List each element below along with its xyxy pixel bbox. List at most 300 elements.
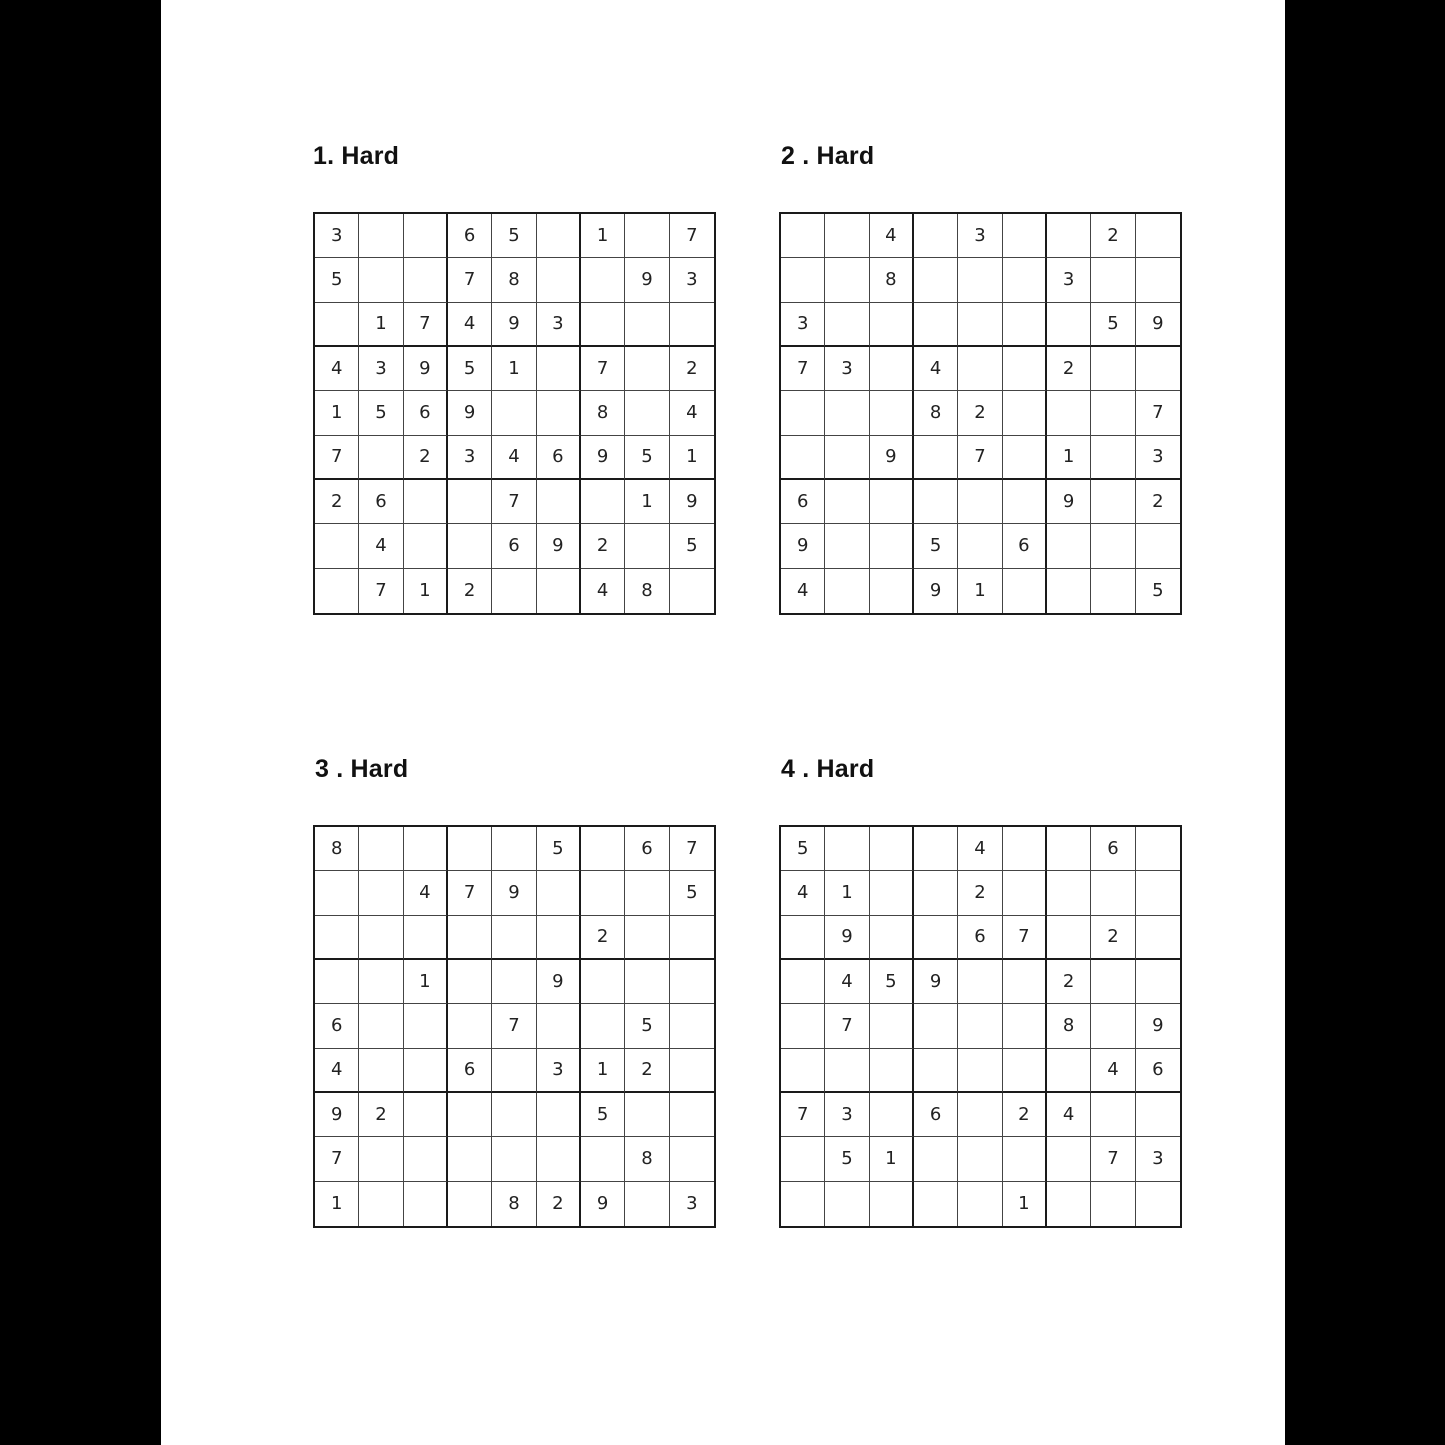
sudoku-cell[interactable] [359,214,403,258]
sudoku-cell[interactable]: 9 [404,347,448,391]
sudoku-cell[interactable] [404,258,448,302]
sudoku-cell[interactable] [537,1004,581,1048]
sudoku-cell[interactable]: 9 [1136,1004,1180,1048]
sudoku-cell[interactable] [315,960,359,1004]
sudoku-cell[interactable] [537,1093,581,1137]
sudoku-cell[interactable] [1136,258,1180,302]
sudoku-cell[interactable]: 1 [825,871,869,915]
sudoku-cell[interactable]: 8 [492,1182,536,1226]
sudoku-cell[interactable]: 8 [625,1137,669,1181]
sudoku-cell[interactable]: 3 [359,347,403,391]
sudoku-cell[interactable]: 5 [670,871,714,915]
sudoku-cell[interactable] [1136,827,1180,871]
sudoku-cell[interactable] [914,916,958,960]
sudoku-cell[interactable] [1003,303,1047,347]
sudoku-cell[interactable] [825,524,869,568]
sudoku-cell[interactable] [1091,960,1135,1004]
sudoku-cell[interactable] [581,1004,625,1048]
sudoku-cell[interactable] [781,391,825,435]
sudoku-cell[interactable]: 7 [958,436,1002,480]
sudoku-cell[interactable]: 5 [359,391,403,435]
sudoku-cell[interactable]: 4 [781,569,825,613]
sudoku-cell[interactable] [870,569,914,613]
sudoku-cell[interactable] [781,916,825,960]
sudoku-cell[interactable] [914,214,958,258]
sudoku-cell[interactable] [825,214,869,258]
sudoku-cell[interactable]: 8 [914,391,958,435]
sudoku-cell[interactable] [1047,524,1091,568]
sudoku-cell[interactable] [404,524,448,568]
sudoku-cell[interactable] [1136,871,1180,915]
sudoku-cell[interactable] [581,960,625,1004]
sudoku-cell[interactable] [670,1093,714,1137]
sudoku-cell[interactable] [1091,569,1135,613]
sudoku-cell[interactable]: 9 [492,303,536,347]
sudoku-cell[interactable] [581,258,625,302]
sudoku-cell[interactable] [315,569,359,613]
sudoku-cell[interactable] [625,391,669,435]
sudoku-cell[interactable] [537,391,581,435]
sudoku-cell[interactable] [825,436,869,480]
sudoku-cell[interactable] [448,827,492,871]
sudoku-cell[interactable]: 6 [1003,524,1047,568]
sudoku-cell[interactable] [958,524,1002,568]
sudoku-cell[interactable]: 9 [1047,480,1091,524]
sudoku-cell[interactable] [1047,871,1091,915]
sudoku-cell[interactable]: 3 [1047,258,1091,302]
sudoku-cell[interactable]: 4 [914,347,958,391]
sudoku-cell[interactable] [914,827,958,871]
sudoku-cell[interactable] [625,1093,669,1137]
sudoku-cell[interactable] [1003,480,1047,524]
sudoku-cell[interactable]: 5 [1091,303,1135,347]
sudoku-cell[interactable] [1003,391,1047,435]
sudoku-cell[interactable] [1136,960,1180,1004]
sudoku-cell[interactable] [581,303,625,347]
sudoku-cell[interactable]: 2 [1047,960,1091,1004]
sudoku-cell[interactable]: 7 [492,480,536,524]
sudoku-cell[interactable]: 7 [492,1004,536,1048]
sudoku-cell[interactable]: 4 [670,391,714,435]
sudoku-cell[interactable] [448,1093,492,1137]
sudoku-cell[interactable] [1047,569,1091,613]
sudoku-cell[interactable]: 4 [870,214,914,258]
sudoku-cell[interactable]: 3 [825,347,869,391]
sudoku-cell[interactable]: 3 [448,436,492,480]
sudoku-cell[interactable] [404,1093,448,1137]
sudoku-cell[interactable]: 8 [625,569,669,613]
sudoku-cell[interactable] [958,303,1002,347]
sudoku-cell[interactable] [448,916,492,960]
sudoku-cell[interactable] [581,827,625,871]
sudoku-cell[interactable]: 5 [315,258,359,302]
sudoku-cell[interactable]: 5 [670,524,714,568]
sudoku-cell[interactable] [825,569,869,613]
sudoku-cell[interactable] [958,1049,1002,1093]
sudoku-cell[interactable]: 1 [492,347,536,391]
sudoku-cell[interactable] [870,347,914,391]
sudoku-cell[interactable] [359,871,403,915]
sudoku-cell[interactable] [1003,1004,1047,1048]
sudoku-cell[interactable] [1091,871,1135,915]
sudoku-cell[interactable] [1003,871,1047,915]
sudoku-cell[interactable] [537,871,581,915]
sudoku-cell[interactable] [1091,436,1135,480]
sudoku-cell[interactable]: 7 [1003,916,1047,960]
sudoku-cell[interactable] [781,1182,825,1226]
sudoku-cell[interactable] [825,303,869,347]
sudoku-cell[interactable] [958,1137,1002,1181]
sudoku-cell[interactable] [781,960,825,1004]
sudoku-cell[interactable] [625,871,669,915]
sudoku-cell[interactable]: 1 [958,569,1002,613]
sudoku-cell[interactable]: 1 [581,1049,625,1093]
sudoku-cell[interactable]: 6 [359,480,403,524]
sudoku-cell[interactable] [404,480,448,524]
sudoku-cell[interactable] [1091,1004,1135,1048]
sudoku-cell[interactable] [670,569,714,613]
sudoku-cell[interactable]: 7 [825,1004,869,1048]
sudoku-cell[interactable] [625,524,669,568]
sudoku-cell[interactable] [625,1182,669,1226]
sudoku-cell[interactable] [1047,827,1091,871]
sudoku-cell[interactable] [404,214,448,258]
sudoku-cell[interactable] [870,1182,914,1226]
sudoku-cell[interactable] [359,916,403,960]
sudoku-cell[interactable]: 4 [781,871,825,915]
sudoku-cell[interactable]: 2 [1047,347,1091,391]
sudoku-cell[interactable]: 5 [625,436,669,480]
sudoku-cell[interactable] [958,1182,1002,1226]
sudoku-cell[interactable]: 1 [359,303,403,347]
sudoku-cell[interactable]: 2 [581,916,625,960]
sudoku-cell[interactable]: 4 [1047,1093,1091,1137]
sudoku-cell[interactable]: 9 [670,480,714,524]
sudoku-cell[interactable] [404,916,448,960]
sudoku-cell[interactable]: 2 [404,436,448,480]
sudoku-cell[interactable] [448,480,492,524]
sudoku-cell[interactable]: 6 [492,524,536,568]
sudoku-cell[interactable] [670,1049,714,1093]
sudoku-cell[interactable]: 3 [670,258,714,302]
sudoku-cell[interactable] [492,960,536,1004]
sudoku-cell[interactable] [1047,1049,1091,1093]
sudoku-cell[interactable]: 7 [315,1137,359,1181]
sudoku-cell[interactable]: 7 [404,303,448,347]
sudoku-cell[interactable] [1003,1049,1047,1093]
sudoku-cell[interactable] [1091,1093,1135,1137]
sudoku-cell[interactable] [492,916,536,960]
sudoku-cell[interactable]: 9 [914,960,958,1004]
sudoku-cell[interactable] [492,1093,536,1137]
sudoku-cell[interactable] [958,480,1002,524]
sudoku-cell[interactable]: 4 [825,960,869,1004]
sudoku-cell[interactable]: 2 [1136,480,1180,524]
sudoku-cell[interactable]: 7 [670,827,714,871]
sudoku-cell[interactable] [1003,827,1047,871]
sudoku-cell[interactable] [448,960,492,1004]
sudoku-cell[interactable]: 9 [581,1182,625,1226]
sudoku-cell[interactable] [448,1182,492,1226]
sudoku-cell[interactable] [359,1182,403,1226]
sudoku-cell[interactable]: 2 [537,1182,581,1226]
sudoku-cell[interactable] [1136,214,1180,258]
sudoku-cell[interactable]: 5 [781,827,825,871]
sudoku-cell[interactable] [1136,1093,1180,1137]
sudoku-cell[interactable]: 2 [359,1093,403,1137]
sudoku-cell[interactable]: 8 [870,258,914,302]
sudoku-cell[interactable] [359,1004,403,1048]
sudoku-cell[interactable] [581,1137,625,1181]
sudoku-cell[interactable]: 1 [1003,1182,1047,1226]
sudoku-cell[interactable]: 1 [404,569,448,613]
sudoku-cell[interactable] [958,1093,1002,1137]
sudoku-cell[interactable] [781,1137,825,1181]
sudoku-cell[interactable] [492,569,536,613]
sudoku-cell[interactable]: 5 [1152,580,1164,602]
sudoku-cell[interactable] [404,1137,448,1181]
sudoku-cell[interactable]: 9 [448,391,492,435]
sudoku-cell[interactable] [825,1049,869,1093]
sudoku-cell[interactable] [870,827,914,871]
sudoku-cell[interactable]: 7 [315,436,359,480]
sudoku-cell[interactable]: 3 [537,1049,581,1093]
sudoku-cell[interactable] [1091,347,1135,391]
sudoku-cell[interactable] [492,827,536,871]
sudoku-cell[interactable]: 1 [315,391,359,435]
sudoku-cell[interactable]: 9 [1136,303,1180,347]
sudoku-cell[interactable] [914,480,958,524]
sudoku-cell[interactable]: 5 [448,347,492,391]
sudoku-cell[interactable]: 6 [1091,827,1135,871]
sudoku-cell[interactable] [404,1049,448,1093]
sudoku-cell[interactable] [1003,436,1047,480]
sudoku-cell[interactable] [625,214,669,258]
sudoku-cell[interactable] [315,916,359,960]
sudoku-cell[interactable] [359,1137,403,1181]
sudoku-cell[interactable]: 5 [825,1137,869,1181]
sudoku-cell[interactable] [1091,480,1135,524]
sudoku-cell[interactable] [492,1049,536,1093]
sudoku-cell[interactable]: 1 [1047,436,1091,480]
sudoku-cell[interactable]: 9 [537,960,581,1004]
sudoku-cell[interactable]: 1 [870,1137,914,1181]
sudoku-cell[interactable]: 3 [781,303,825,347]
sudoku-cell[interactable] [359,960,403,1004]
sudoku-cell[interactable]: 3 [958,214,1002,258]
sudoku-cell[interactable]: 5 [581,1093,625,1137]
sudoku-cell[interactable] [1003,258,1047,302]
sudoku-cell[interactable]: 7 [448,258,492,302]
sudoku-cell[interactable] [914,1004,958,1048]
sudoku-cell[interactable]: 5 [492,214,536,258]
sudoku-cell[interactable] [914,436,958,480]
sudoku-cell[interactable] [1003,214,1047,258]
sudoku-cell[interactable] [315,871,359,915]
sudoku-cell[interactable]: 4 [448,303,492,347]
sudoku-cell[interactable]: 2 [315,480,359,524]
sudoku-cell[interactable] [670,916,714,960]
sudoku-cell[interactable] [870,303,914,347]
sudoku-cell[interactable] [670,1004,714,1048]
sudoku-cell[interactable]: 5 [914,524,958,568]
sudoku-cell[interactable] [537,347,581,391]
sudoku-cell[interactable]: 6 [315,1004,359,1048]
sudoku-cell[interactable]: 1 [581,214,625,258]
sudoku-cell[interactable]: 6 [537,436,581,480]
sudoku-cell[interactable]: 8 [315,827,359,871]
sudoku-cell[interactable] [404,827,448,871]
sudoku-cell[interactable] [958,258,1002,302]
sudoku-cell[interactable] [870,916,914,960]
sudoku-cell[interactable] [1091,391,1135,435]
sudoku-cell[interactable] [825,480,869,524]
sudoku-cell[interactable] [781,1049,825,1093]
sudoku-cell[interactable]: 6 [958,916,1002,960]
sudoku-cell[interactable] [1136,347,1180,391]
sudoku-cell[interactable] [448,524,492,568]
sudoku-cell[interactable]: 2 [1091,214,1135,258]
sudoku-cell[interactable] [581,871,625,915]
sudoku-cell[interactable]: 9 [825,916,869,960]
sudoku-cell[interactable] [781,436,825,480]
sudoku-cell[interactable] [1003,1137,1047,1181]
sudoku-cell[interactable] [670,303,714,347]
sudoku-cell[interactable] [315,303,359,347]
sudoku-cell[interactable]: 4 [492,436,536,480]
sudoku-cell[interactable] [448,1004,492,1048]
sudoku-cell[interactable]: 9 [625,258,669,302]
sudoku-cell[interactable]: 7 [670,214,714,258]
sudoku-cell[interactable]: 1 [315,1182,359,1226]
sudoku-cell[interactable]: 8 [492,258,536,302]
sudoku-cell[interactable]: 2 [958,871,1002,915]
sudoku-cell[interactable] [359,258,403,302]
sudoku-cell[interactable]: 7 [781,1093,825,1137]
sudoku-cell[interactable]: 4 [404,871,448,915]
sudoku-cell[interactable] [670,1137,714,1181]
sudoku-cell[interactable] [914,1049,958,1093]
sudoku-cell[interactable] [359,436,403,480]
sudoku-cell[interactable] [537,258,581,302]
sudoku-cell[interactable]: 7 [1091,1137,1135,1181]
sudoku-cell[interactable]: 8 [581,391,625,435]
sudoku-cell[interactable] [1091,1182,1135,1226]
sudoku-cell[interactable]: 6 [1136,1049,1180,1093]
sudoku-cell[interactable] [537,480,581,524]
sudoku-cell[interactable] [404,1004,448,1048]
sudoku-cell[interactable]: 5 [625,1004,669,1048]
sudoku-cell[interactable] [781,1004,825,1048]
sudoku-cell[interactable] [670,960,714,1004]
sudoku-cell[interactable] [1136,916,1180,960]
sudoku-cell[interactable] [1047,391,1091,435]
sudoku-cell[interactable] [825,827,869,871]
sudoku-cell[interactable]: 5 [870,960,914,1004]
sudoku-cell[interactable]: 6 [625,827,669,871]
sudoku-cell[interactable] [870,1049,914,1093]
sudoku-cell[interactable]: 1 [625,480,669,524]
sudoku-cell[interactable] [1136,1182,1180,1226]
sudoku-cell[interactable] [359,827,403,871]
sudoku-cell[interactable] [958,347,1002,391]
sudoku-cell[interactable]: 7 [581,347,625,391]
sudoku-cell[interactable]: 4 [359,524,403,568]
sudoku-cell[interactable] [825,1182,869,1226]
sudoku-cell[interactable] [914,871,958,915]
sudoku-cell[interactable]: 9 [781,524,825,568]
sudoku-cell[interactable]: 4 [581,569,625,613]
sudoku-cell[interactable] [1047,916,1091,960]
sudoku-cell[interactable] [870,480,914,524]
sudoku-cell[interactable] [537,1137,581,1181]
sudoku-cell[interactable]: 4 [958,827,1002,871]
sudoku-cell[interactable] [781,258,825,302]
sudoku-cell[interactable] [1091,258,1135,302]
sudoku-cell[interactable] [958,1004,1002,1048]
sudoku-cell[interactable]: 3 [315,214,359,258]
sudoku-cell[interactable]: 2 [1091,916,1135,960]
sudoku-cell[interactable] [359,1049,403,1093]
sudoku-cell[interactable]: 3 [1136,1137,1180,1181]
sudoku-cell[interactable] [1047,303,1091,347]
sudoku-cell[interactable] [315,524,359,568]
sudoku-cell[interactable]: 9 [581,436,625,480]
sudoku-cell[interactable] [825,391,869,435]
sudoku-cell[interactable] [625,960,669,1004]
sudoku-cell[interactable]: 2 [581,524,625,568]
sudoku-cell[interactable] [581,480,625,524]
sudoku-cell[interactable]: 2 [670,347,714,391]
sudoku-cell[interactable] [1047,1137,1091,1181]
sudoku-cell[interactable]: 6 [448,1049,492,1093]
sudoku-cell[interactable]: 9 [315,1093,359,1137]
sudoku-cell[interactable] [537,916,581,960]
sudoku-cell[interactable] [914,1137,958,1181]
sudoku-cell[interactable]: 6 [914,1093,958,1137]
sudoku-cell[interactable]: 7 [781,347,825,391]
sudoku-cell[interactable] [1003,960,1047,1004]
sudoku-cell[interactable]: 6 [781,480,825,524]
sudoku-cell[interactable]: 5 [537,827,581,871]
sudoku-cell[interactable]: 3 [537,303,581,347]
sudoku-cell[interactable]: 9 [914,569,958,613]
sudoku-cell[interactable]: 4 [315,347,359,391]
sudoku-cell[interactable] [625,303,669,347]
sudoku-cell[interactable]: 3 [825,1093,869,1137]
sudoku-cell[interactable] [870,871,914,915]
sudoku-cell[interactable]: 2 [1003,1093,1047,1137]
sudoku-cell[interactable] [492,1137,536,1181]
sudoku-cell[interactable]: 9 [537,524,581,568]
sudoku-cell[interactable] [1003,347,1047,391]
sudoku-cell[interactable]: 7 [1136,391,1180,435]
sudoku-cell[interactable] [1047,1182,1091,1226]
sudoku-cell[interactable] [1047,214,1091,258]
sudoku-cell[interactable]: 6 [448,214,492,258]
sudoku-cell[interactable] [1091,524,1135,568]
sudoku-cell[interactable] [870,1093,914,1137]
sudoku-cell[interactable]: 9 [870,436,914,480]
sudoku-cell[interactable]: 7 [448,871,492,915]
sudoku-cell[interactable] [492,391,536,435]
sudoku-cell[interactable]: 7 [359,569,403,613]
sudoku-cell[interactable] [537,214,581,258]
sudoku-cell[interactable]: 4 [315,1049,359,1093]
sudoku-cell[interactable]: 8 [1047,1004,1091,1048]
sudoku-cell[interactable] [1136,524,1180,568]
sudoku-cell[interactable] [958,960,1002,1004]
